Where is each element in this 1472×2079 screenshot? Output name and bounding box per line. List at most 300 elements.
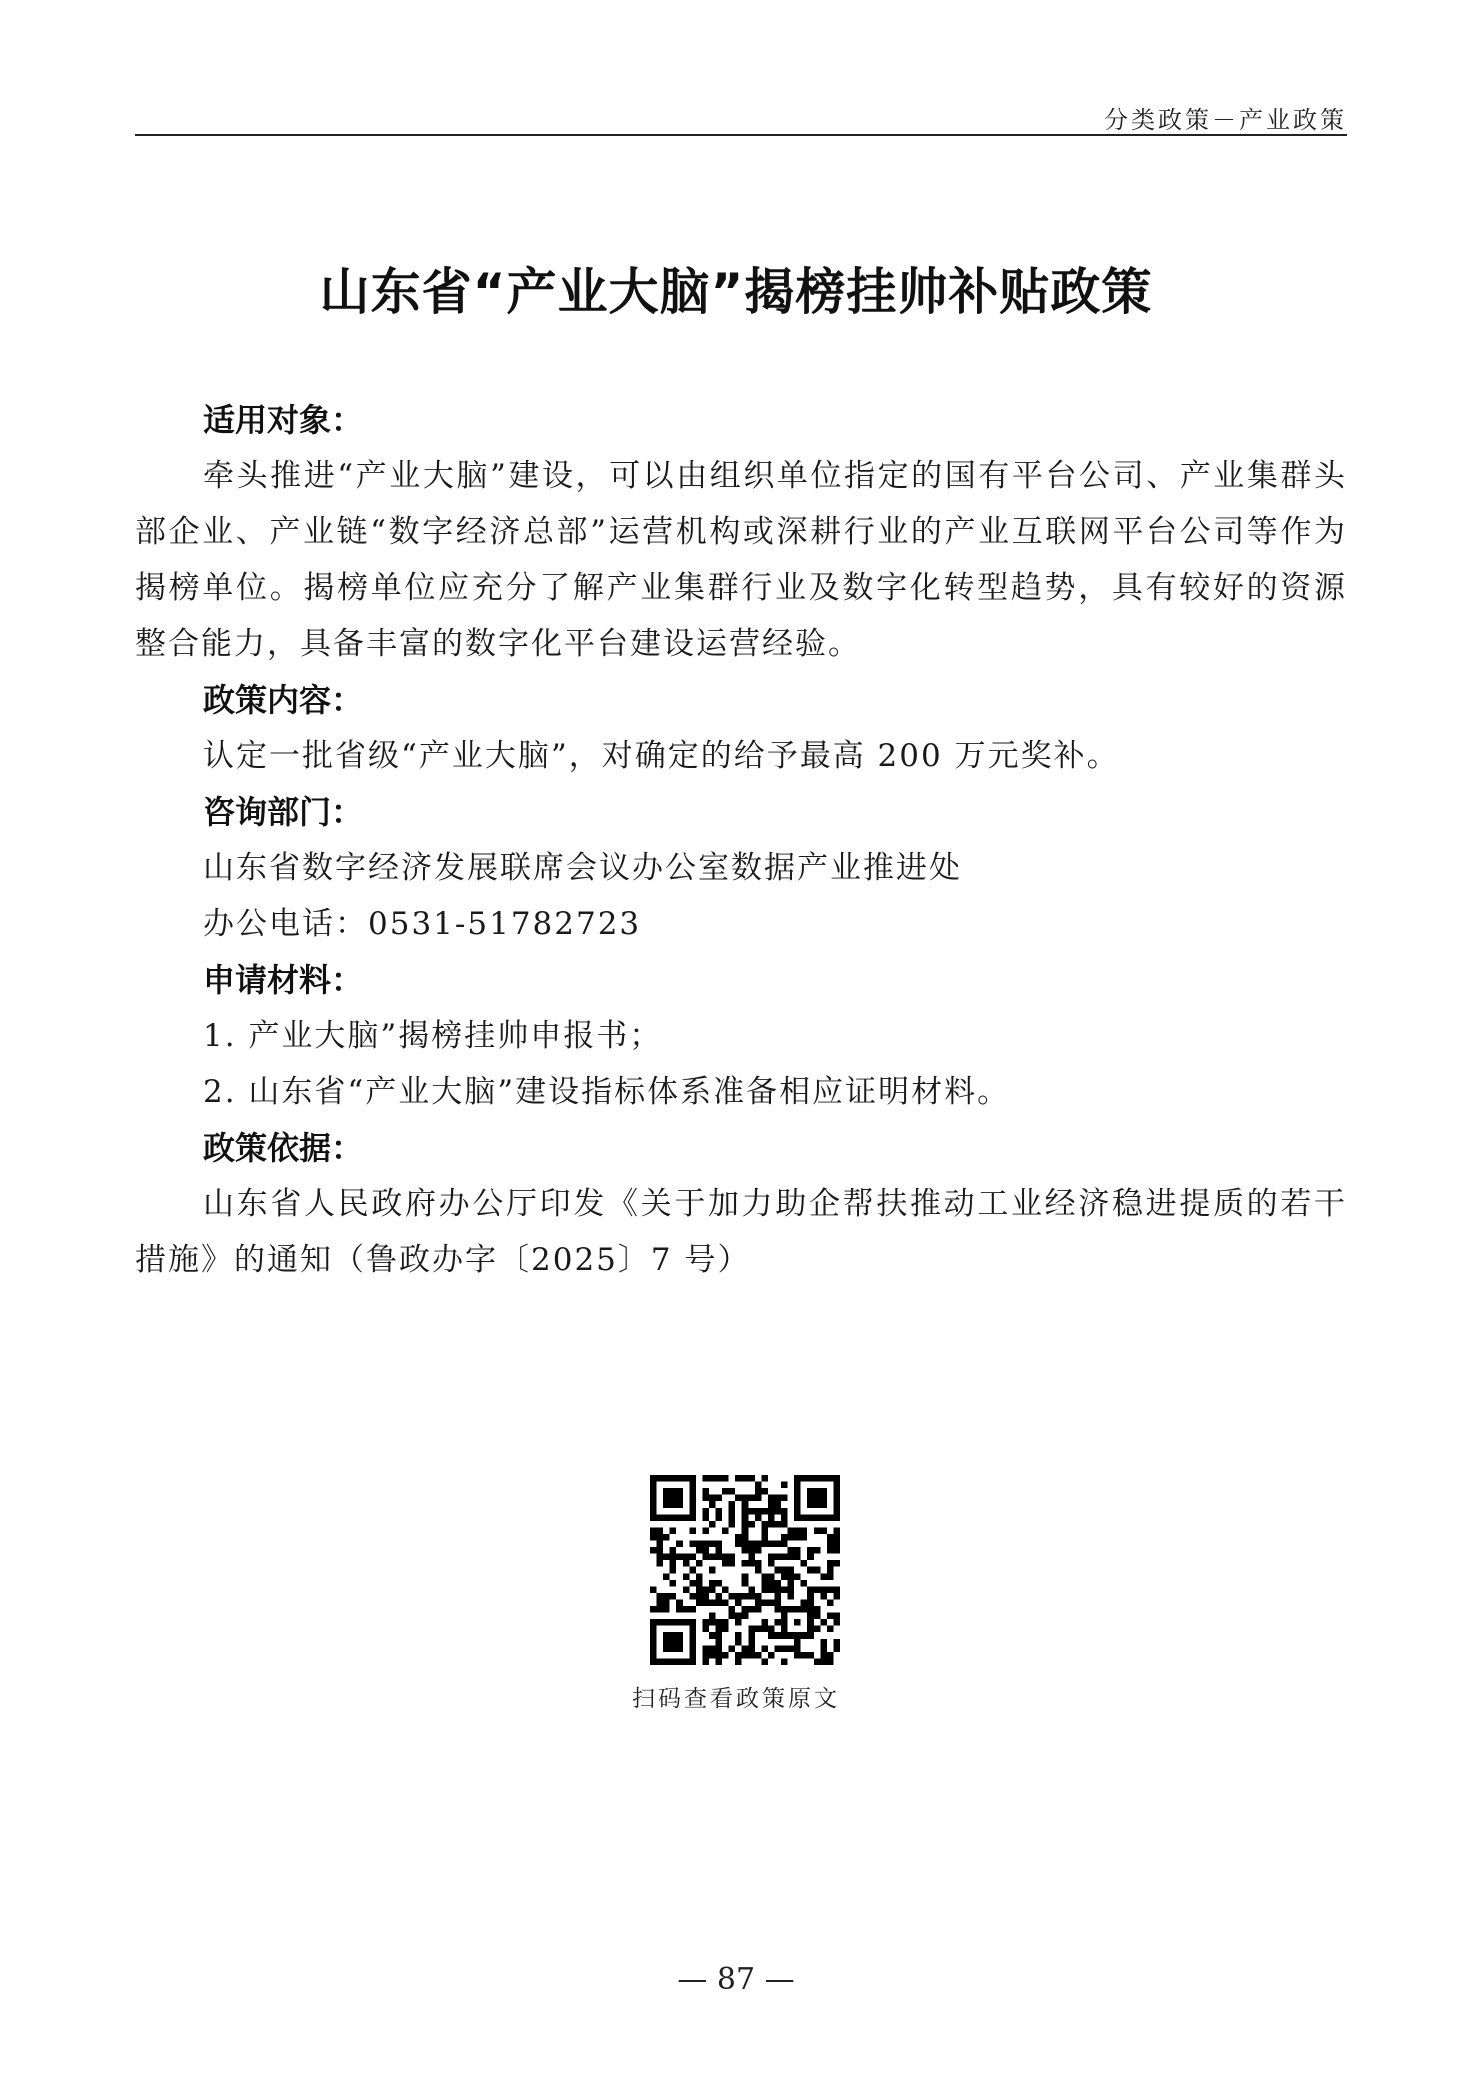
qr-module [827,1567,834,1574]
qr-module [774,1501,781,1508]
qr-module [709,1652,716,1659]
qr-module [716,1652,723,1659]
qr-module [827,1541,834,1548]
qr-module [683,1573,690,1580]
qr-module [716,1475,723,1482]
qr-module [657,1554,664,1561]
qr-module [670,1560,677,1567]
qr-module [722,1527,729,1534]
qr-module [774,1567,781,1574]
qr-module [774,1619,781,1626]
qr-module [794,1527,801,1534]
section-heading-content: 政策内容： [203,681,364,719]
qr-module [768,1554,775,1561]
qr-module [702,1475,709,1482]
qr-module [748,1495,755,1502]
qr-module [794,1645,801,1652]
qr-module [761,1521,768,1528]
qr-module [761,1619,768,1626]
qr-module [729,1521,736,1528]
qr-module [781,1658,788,1665]
qr-module [748,1508,755,1515]
qr-module [748,1639,755,1646]
qr-module [702,1626,709,1633]
qr-module [742,1541,749,1548]
qr-module [709,1541,716,1548]
qr-caption: 扫码查看政策原文 [632,1686,840,1712]
qr-module [716,1593,723,1600]
qr-module [768,1586,775,1593]
section-paragraph: 山东省数字经济发展联席会议办公室数据产业推进处 [203,850,962,886]
qr-module [781,1508,788,1515]
qr-module [735,1632,742,1639]
qr-module [716,1645,723,1652]
list-item: 1. 产业大脑”揭榜挂帅申报书； [203,1018,663,1054]
page-header [135,100,1347,136]
qr-module [735,1593,742,1600]
qr-module [742,1573,749,1580]
qr-module [761,1586,768,1593]
qr-module [748,1645,755,1652]
contact-phone: 办公电话：0531-51782723 [203,906,642,942]
qr-module [716,1541,723,1548]
qr-module [788,1534,795,1541]
list-item: 2. 山东省“产业大脑”建设指标体系准备相应证明材料。 [203,1074,1011,1110]
qr-module [702,1495,709,1502]
qr-module [814,1567,821,1574]
qr-module [670,1554,677,1561]
qr-module [702,1619,709,1626]
qr-module [670,1547,677,1554]
section-heading-basis: 政策依据： [203,1129,364,1167]
qr-module [768,1652,775,1659]
qr-module [755,1626,762,1633]
qr-module [663,1534,670,1541]
qr-module [709,1645,716,1652]
qr-module [761,1626,768,1633]
qr-module [657,1527,664,1534]
qr-module [742,1501,749,1508]
qr-module [663,1573,670,1580]
qr-module [748,1547,755,1554]
qr-module [827,1547,834,1554]
qr-module [827,1586,834,1593]
qr-module [689,1527,696,1534]
qr-module [716,1580,723,1587]
qr-module [742,1508,749,1515]
qr-module [833,1547,840,1554]
qr-module [761,1508,768,1515]
qr-module [729,1606,736,1613]
qr-module [729,1554,736,1561]
qr-module [683,1554,690,1561]
qr-module [748,1521,755,1528]
qr-module [755,1482,762,1489]
qr-module [709,1619,716,1626]
qr-module [716,1626,723,1633]
qr-module [820,1645,827,1652]
qr-module [814,1586,821,1593]
qr-module [735,1534,742,1541]
qr-module [794,1534,801,1541]
qr-module [774,1541,781,1548]
qr-module [722,1599,729,1606]
qr-module [761,1541,768,1548]
qr-module [768,1541,775,1548]
qr-module [833,1639,840,1646]
qr-module [716,1508,723,1515]
qr-module [748,1586,755,1593]
qr-module [814,1613,821,1620]
qr-module [748,1652,755,1659]
qr-module [761,1599,768,1606]
qr-module [761,1534,768,1541]
qr-module [814,1527,821,1534]
qr-module [801,1527,808,1534]
qr-module [801,1534,808,1541]
qr-module [788,1573,795,1580]
qr-module [729,1613,736,1620]
qr-module [768,1495,775,1502]
qr-module [742,1521,749,1528]
qr-module [781,1567,788,1574]
qr-module [768,1626,775,1633]
qr-module [735,1495,742,1502]
qr-module [827,1599,834,1606]
qr-module [702,1527,709,1534]
qr-module [820,1573,827,1580]
qr-module [663,1554,670,1561]
qr-module [663,1593,670,1600]
qr-module [774,1508,781,1515]
qr-module [820,1593,827,1600]
qr-module [768,1599,775,1606]
qr-module [781,1534,788,1541]
qr-module [663,1599,670,1606]
qr-module [722,1488,729,1495]
qr-module [696,1593,703,1600]
qr-module [755,1495,762,1502]
qr-module [742,1652,749,1659]
qr-module [788,1645,795,1652]
qr-module [761,1645,768,1652]
qr-module [735,1639,742,1646]
document-body [135,392,1347,1288]
section-heading-materials: 申请材料： [203,961,364,999]
qr-module [755,1560,762,1567]
qr-module [650,1606,657,1613]
qr-module [788,1527,795,1534]
qr-module [657,1560,664,1567]
qr-module [781,1541,788,1548]
qr-module [788,1580,795,1587]
qr-module [742,1645,749,1652]
qr-module [709,1580,716,1587]
qr-module [696,1541,703,1548]
qr-module [827,1652,834,1659]
qr-module [774,1495,781,1502]
qr-module [768,1580,775,1587]
qr-module [709,1613,716,1620]
qr-module [742,1606,749,1613]
qr-module [827,1573,834,1580]
qr-module [689,1593,696,1600]
qr-module [702,1586,709,1593]
qr-module [650,1547,657,1554]
qr-module [735,1619,742,1626]
qr-module [676,1606,683,1613]
qr-module [702,1554,709,1561]
qr-module [742,1527,749,1534]
qr-module [833,1586,840,1593]
qr-module [702,1541,709,1548]
qr-module [748,1606,755,1613]
qr-module [833,1613,840,1620]
qr-module [702,1599,709,1606]
qr-module [827,1626,834,1633]
qr-module [729,1645,736,1652]
page-number: — 87 — [677,1962,795,1997]
qr-module [774,1599,781,1606]
qr-module [768,1508,775,1515]
qr-module [696,1573,703,1580]
qr-module [709,1495,716,1502]
qr-module [761,1527,768,1534]
qr-module [768,1501,775,1508]
qr-module [774,1521,781,1528]
qr-module [755,1488,762,1495]
qr-module [722,1586,729,1593]
qr-module [827,1534,834,1541]
qr-module [748,1554,755,1561]
qr-module [755,1593,762,1600]
qr-module [761,1580,768,1587]
qr-module [833,1527,840,1534]
qr-module [702,1488,709,1495]
qr-module [781,1586,788,1593]
qr-module [722,1652,729,1659]
qr-module [781,1521,788,1528]
qr-module [794,1573,801,1580]
qr-module [827,1658,834,1665]
qr-module [833,1541,840,1548]
qr-module [702,1547,709,1554]
section-paragraph: 山东省人民政府办公厅印发《关于加力助企帮扶推动工业经济稳进提质的若干措施》的通知（鲁政办字〔2025〕7 号） [135,1186,1347,1278]
qr-module [689,1567,696,1574]
qr-module [748,1626,755,1633]
qr-module [781,1573,788,1580]
qr-module [761,1488,768,1495]
qr-module [709,1475,716,1482]
qr-module [761,1658,768,1665]
qr-module [794,1639,801,1646]
qr-module [735,1599,742,1606]
qr-module [794,1652,801,1659]
qr-module [774,1580,781,1587]
qr-module [709,1586,716,1593]
qr-module [781,1514,788,1521]
qr-module [820,1652,827,1659]
qr-module [748,1560,755,1567]
qr-module [670,1567,677,1574]
qr-module [702,1652,709,1659]
qr-module [807,1599,814,1606]
qr-module [820,1527,827,1534]
qr-module [788,1567,795,1574]
qr-module [735,1613,742,1620]
qr-module [683,1560,690,1567]
qr-module [820,1586,827,1593]
qr-module [807,1567,814,1574]
qr-module [689,1580,696,1587]
qr-module [657,1541,664,1548]
qr-module [833,1619,840,1626]
qr-module [833,1560,840,1567]
qr-module [755,1541,762,1548]
qr-module [729,1514,736,1521]
qr-module [794,1547,801,1554]
qr-module [716,1658,723,1665]
section-paragraph: 牵头推进“产业大脑”建设，可以由组织单位指定的国有平台公司、产业集群头部企业、产业链“数字经济总部”运营机构或深耕行业的产业互联网平台公司等作为揭榜单位。揭榜单位应充分了解产业集群行业及数字化转型趋势，具有较好的资源整合能力，具备丰富的数字化平台建设运营经验。 [135,458,1347,662]
qr-module [755,1547,762,1554]
qr-module [742,1514,749,1521]
qr-module [742,1560,749,1567]
qr-module [827,1613,834,1620]
qr-module [716,1514,723,1521]
qr-code-graphic [650,1475,840,1665]
qr-module [768,1560,775,1567]
qr-module [768,1521,775,1528]
qr-module [807,1652,814,1659]
qr-module [774,1593,781,1600]
qr-module [814,1547,821,1554]
qr-module [768,1632,775,1639]
qr-module [735,1475,742,1482]
qr-module [742,1547,749,1554]
qr-module [716,1547,723,1554]
qr-module [794,1554,801,1561]
qr-module [729,1593,736,1600]
qr-module [788,1547,795,1554]
qr-module [742,1534,749,1541]
qr-module [696,1560,703,1567]
qr-module [788,1593,795,1600]
qr-module [781,1482,788,1489]
qr-module [807,1593,814,1600]
qr-module [709,1554,716,1561]
qr-module [807,1586,814,1593]
qr-module [735,1658,742,1665]
qr-module [670,1593,677,1600]
qr-module [827,1560,834,1567]
header-section-label: 分类政策－产业政策 [1104,106,1347,134]
qr-module [748,1593,755,1600]
qr-module [722,1554,729,1561]
qr-module [755,1514,762,1521]
qr-module [742,1593,749,1600]
qr-module [755,1567,762,1574]
qr-module [702,1508,709,1515]
qr-module [774,1632,781,1639]
qr-module [702,1645,709,1652]
qr-module [650,1527,657,1534]
qr-module [716,1619,723,1626]
qr-module [801,1599,808,1606]
qr-module [709,1567,716,1574]
qr-module [670,1580,677,1587]
qr-module [735,1652,742,1659]
qr-module [781,1645,788,1652]
qr-module [801,1652,808,1659]
qr-code-icon[interactable] [650,1475,840,1665]
qr-module [683,1606,690,1613]
qr-module [689,1554,696,1561]
qr-module [742,1495,749,1502]
qr-module [814,1606,821,1613]
qr-module [742,1613,749,1620]
qr-module [729,1488,736,1495]
qr-module [702,1593,709,1600]
qr-module [689,1606,696,1613]
qr-module [742,1475,749,1482]
qr-module [729,1560,736,1567]
qr-module [768,1514,775,1521]
qr-module [781,1495,788,1502]
qr-module [716,1554,723,1561]
qr-module [748,1632,755,1639]
qr-module [814,1626,821,1633]
qr-module [781,1554,788,1561]
qr-module [735,1541,742,1548]
qr-module [709,1599,716,1606]
qr-module [650,1534,657,1541]
qr-module [788,1586,795,1593]
document-title: 山东省“产业大脑”揭榜挂帅补贴政策 [319,263,1153,321]
qr-module [807,1547,814,1554]
section-heading-consult: 咨询部门： [203,793,364,831]
qr-module [814,1658,821,1665]
qr-module [722,1475,729,1482]
section-heading-applicable: 适用对象： [203,401,364,439]
qr-module [774,1554,781,1561]
qr-module [742,1580,749,1587]
qr-module [774,1586,781,1593]
qr-module [702,1514,709,1521]
qr-module [676,1599,683,1606]
qr-module [833,1593,840,1600]
qr-module [755,1508,762,1515]
qr-module [748,1475,755,1482]
qr-module [722,1626,729,1633]
qr-module [807,1554,814,1561]
qr-module [820,1658,827,1665]
qr-module [696,1599,703,1606]
qr-module [650,1586,657,1593]
qr-module [702,1658,709,1665]
qr-module [820,1619,827,1626]
qr-module [833,1534,840,1541]
qr-module [709,1632,716,1639]
qr-module [683,1586,690,1593]
qr-module [755,1652,762,1659]
qr-module [696,1586,703,1593]
qr-module [722,1560,729,1567]
qr-module [696,1547,703,1554]
qr-module [657,1534,664,1541]
qr-module [716,1495,723,1502]
qr-module [670,1527,677,1534]
qr-module [755,1606,762,1613]
